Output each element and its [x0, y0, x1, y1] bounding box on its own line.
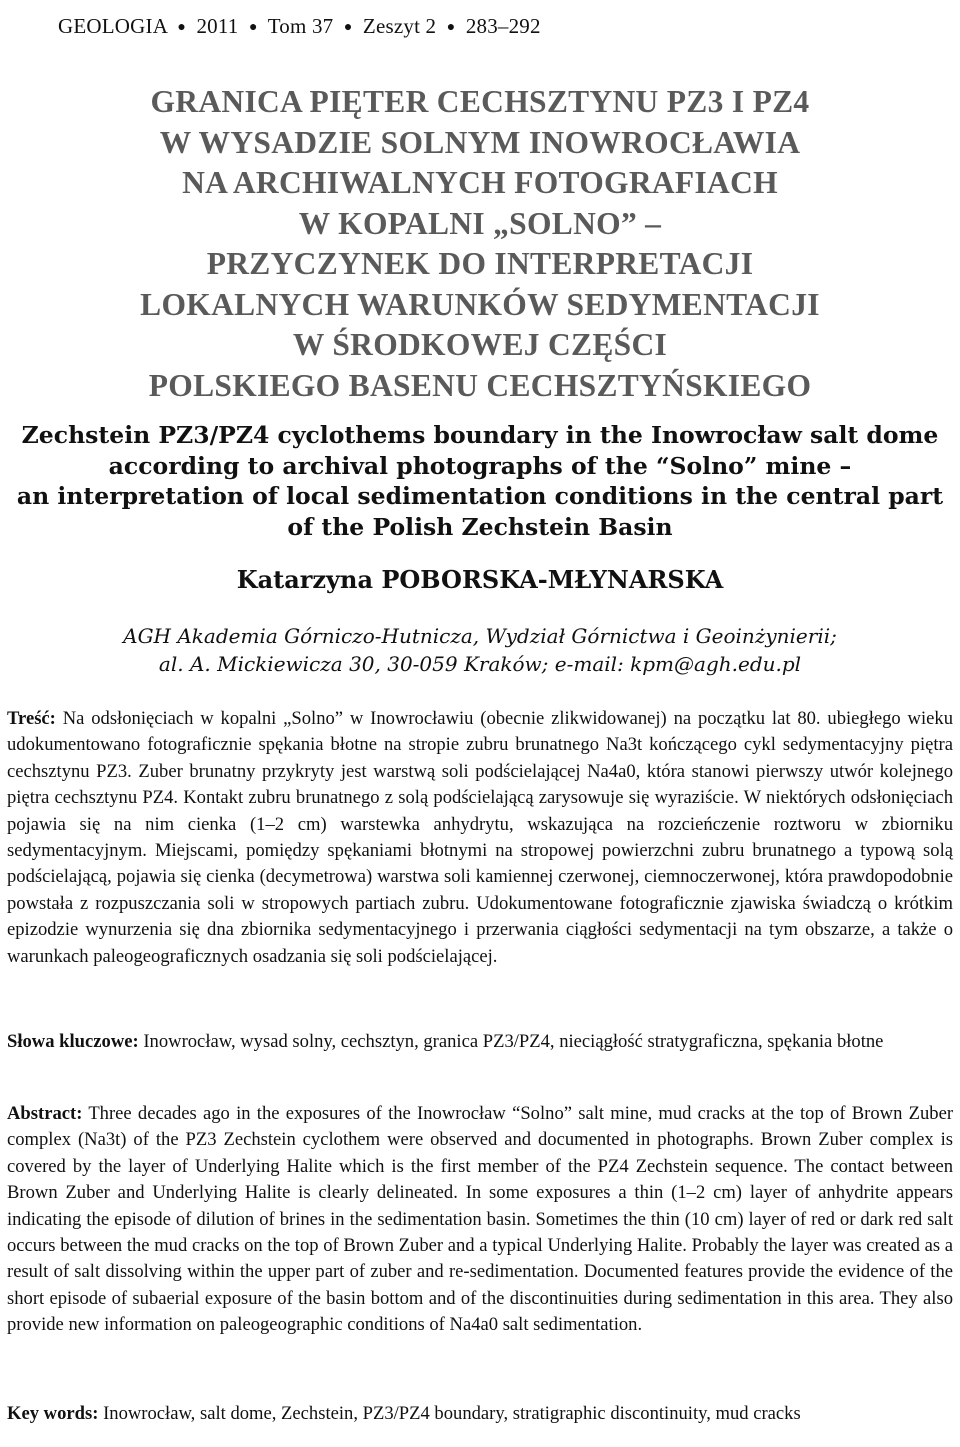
polish-title-line: W WYSADZIE SOLNYM INOWROCŁAWIA [159, 124, 801, 160]
polish-abstract-label: Treść: [7, 708, 56, 729]
polish-abstract [7, 706, 953, 970]
journal-pages: 283–292 [465, 14, 541, 38]
separator-dot: ● [177, 20, 187, 35]
separator-dot: ● [446, 20, 456, 35]
english-keywords-text: Inowrocław, salt dome, Zechstein, PZ3/PZ4 boundary, stratigraphic discontinuity, mud cracks [103, 1403, 801, 1424]
polish-title-line: NA ARCHIWALNYCH FOTOGRAFIACH [182, 165, 778, 200]
polish-title-line: POLSKIEGO BASENU CECHSZTYŃSKIEGO [148, 367, 812, 403]
polish-title-line: PRZYCZYNEK DO INTERPRETACJI [206, 246, 754, 281]
english-title [0, 420, 960, 542]
affiliation-line: AGH Akademia Górniczo-Hutnicza, Wydział Górnictwa i Geoinżynierii; [123, 624, 837, 648]
running-header [58, 14, 541, 39]
polish-abstract-text: Na odsłonięciach w kopalni „Solno” w Inowrocławiu (obecnie zlikwidowanej) na początku lat 80. ubiegłego wieku udokumentowano fotograficznie spękania błotne na stropie zubru brunatnego Na3t kończącego cykl sedymentacyjny piętra cechsztynu PZ3. Zuber brunatny przykryty jest warstwą soli podścielającej Na4a0, która stanowi pierwszy utwór kolejnego piętra cechsztynu PZ4. Kontakt zubru brunatnego z solą podścielającą zarysowuje się wyraziście. W niektórych odsłonięciach pojawia się na nim cienka (1–2 cm) warstewka anhydrytu, wskazująca na rozcieńczenie roztworu w zbiorniku sedymentacyjnym. Miejscami, pomiędzy spękaniami błotnymi na stropowej powierzchni zubru brunatnego a typową solą podścielającą, pojawia się cienka (decymetrowa) warstwa soli kamiennej czerwonej, ciemnoczerwonej, która prawdopodobnie powstała z rozpuszczania soli w stropowych partiach zubru. Udokumentowane fotograficznie zjawiska świadczą o krótkim epizodzie wynurzenia się dna zbiornika sedymentacyjnego i przerwania ciągłości sedymentacji na tym obszarze, a także o warunkach paleogeograficznych osadzania się soli podścielającej. [7, 708, 953, 967]
affiliation [0, 622, 960, 678]
english-title-line: an interpretation of local sedimentation conditions in the central part [16, 482, 944, 510]
polish-keywords-text: Inowrocław, wysad solny, cechsztyn, granica PZ3/PZ4, nieciągłość stratygraficzna, spękania błotne [143, 1031, 884, 1052]
english-abstract [7, 1101, 953, 1339]
journal-issue: Zeszyt 2 [362, 14, 437, 38]
polish-title-line: W KOPALNI „SOLNO” – [298, 205, 662, 241]
polish-keywords-label: Słowa kluczowe: [7, 1031, 139, 1052]
author-name: Katarzyna POBORSKA-MŁYNARSKA [236, 565, 724, 594]
journal-name: GEOLOGIA [58, 14, 167, 38]
polish-title-line: LOKALNYCH WARUNKÓW SEDYMENTACJI [140, 286, 820, 322]
english-title-line: according to archival photographs of the “Solno” mine – [108, 451, 852, 480]
journal-year: 2011 [196, 14, 239, 38]
separator-dot: ● [248, 20, 258, 35]
english-keywords [7, 1401, 953, 1427]
english-abstract-label: Abstract: [7, 1103, 83, 1124]
english-keywords-label: Key words: [7, 1403, 99, 1424]
polish-title-line: W ŚRODKOWEJ CZĘŚCI [292, 327, 668, 362]
affiliation-line: al. A. Mickiewicza 30, 30-059 Kraków; e-mail: kpm@agh.edu.pl [158, 652, 802, 676]
polish-keywords [7, 1029, 953, 1055]
polish-title-line: GRANICA PIĘTER CECHSZTYNU PZ3 I PZ4 [150, 84, 810, 119]
english-title-line: Zechstein PZ3/PZ4 cyclothems boundary in the Inowrocław salt dome [21, 421, 939, 449]
english-abstract-text: Three decades ago in the exposures of the Inowrocław “Solno” salt mine, mud cracks at the top of Brown Zuber complex (Na3t) of the PZ3 Zechstein cyclothem were observed and documented in photographs. Brown Zuber complex is covered by the layer of Underlying Halite which is the first member of the PZ4 Zechstein sequence. The contact between Brown Zuber and Underlying Halite is clearly delineated. In some exposures a thin (1–2 cm) layer of anhydrite appears indicating the episode of dilution of brines in the sedimentation basin. Sometimes the thin (10 cm) layer of red or dark red salt occurs between the mud cracks on the top of Brown Zuber and a typical Underlying Halite. Probably the layer was created as a result of salt dissolving within the upper part of zuber and re-sedimentation. Documented features provide the evidence of the short episode of subaerial exposure of the basin bottom and of the discontinuities during sedimentation in this area. They also provide new information on paleogeographic conditions of Na4a0 salt sedimentation. [7, 1103, 954, 1336]
separator-dot: ● [343, 20, 353, 35]
journal-volume: Tom 37 [267, 14, 334, 38]
english-title-line: of the Polish Zechstein Basin [287, 512, 673, 541]
polish-title [0, 82, 960, 406]
